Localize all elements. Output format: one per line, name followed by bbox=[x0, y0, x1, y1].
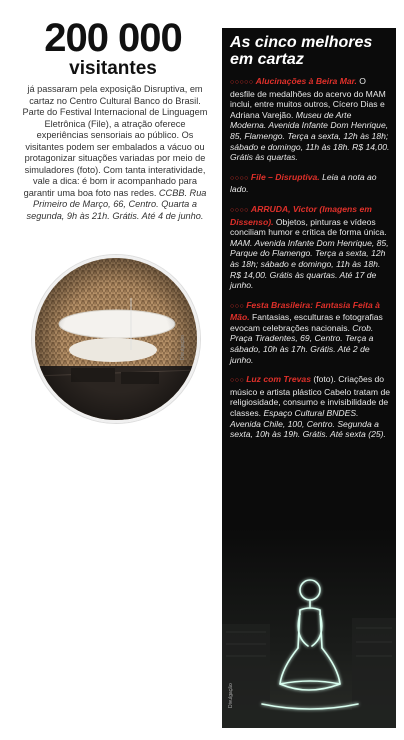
listing-title: Alucinações à Beira Mar. bbox=[255, 76, 357, 86]
column-title: As cinco melhores em cartaz bbox=[230, 34, 373, 68]
rating-circles: ○○○ bbox=[230, 302, 245, 310]
list-item bbox=[230, 76, 390, 163]
list-item bbox=[230, 204, 390, 291]
light-figure-image bbox=[222, 528, 396, 728]
left-article-body bbox=[20, 84, 210, 222]
anechoic-room-image bbox=[35, 258, 197, 420]
listing-description: Fantasias, esculturas e fotografias evocam celebrações nacionais. bbox=[230, 312, 383, 333]
listing-venue-info: Espaço Cultural BNDES. Avenida Chile, 100, Centro. Segunda a sexta, 10h às 19h. Grátis. Até sexta (25). bbox=[230, 408, 386, 440]
photo-credit: Divulgação bbox=[228, 683, 234, 708]
rating-circles: ○○○○○ bbox=[230, 79, 254, 86]
listing-list bbox=[230, 76, 390, 449]
listing-venue-info: Museu de Arte Moderna. Avenida Infante Dom Henrique, 85, Flamengo. Terça a sexta, 12h às 18h; sábado e domingo, 11h às 18h. R$ 14,00. Grátis às quartas. bbox=[230, 109, 390, 163]
listing-description: O desfile de medalhões do acervo do MAM inclui, entre muitos outros, Cícero Dias e Adriana Varejão. bbox=[230, 76, 386, 120]
list-item bbox=[230, 300, 390, 366]
listing-description: Objetos, pinturas e vídeos conciliam humor e crítica de forma única. bbox=[230, 216, 387, 238]
photo-credit: Divulgação bbox=[180, 335, 186, 360]
rating-circles: ○○○○ bbox=[230, 174, 249, 182]
listing-venue-info: Leia a nota ao lado. bbox=[230, 171, 377, 195]
rating-circles: ○○○○ bbox=[230, 206, 249, 214]
listing-title: Luz com Trevas bbox=[246, 374, 311, 385]
list-item bbox=[230, 374, 390, 440]
rating-circles: ○○○ bbox=[230, 377, 245, 385]
listing-title: Festa Brasileira: Fantasia Feita à Mão. bbox=[230, 299, 380, 323]
headline-number: 200 000 bbox=[44, 16, 182, 60]
left-article-text: já passaram pela exposição Disruptiva, em cartaz no Centro Cultural Banco do Brasil. Parte do Festival Internacional de Linguagem Eletrônica (File), a atração oferece experiências sensoriais ao público. Os visitantes podem ser embalados a vácuo ou protagonizar situações variadas por meio de simuladores (foto). Com tanta interatividade, vale a dica: é bom ir acompanhado para garantir uma boa foto nas redes. bbox=[22, 84, 208, 198]
listing-title: ARRUDA, Victor (Imagens em Dissenso). bbox=[230, 203, 372, 227]
listing-description: (foto). Criações do músico e artista plástico Cabelo tratam de religiosidade, consumo e invisibilidade de classes. bbox=[230, 374, 391, 419]
list-item bbox=[230, 172, 390, 195]
listing-title: File – Disruptiva. bbox=[250, 171, 320, 182]
listing-venue-info: MAM. Avenida Infante Dom Henrique, 85, Parque do Flamengo. Terça a sexta, 12h às 18h; sábado e domingo, 11h às 18h. R$ 14,00. Grátis às quartas. Até 17 de junho. bbox=[230, 237, 389, 291]
left-article-venue-info: CCBB. Rua Primeiro de Março, 66, Centro. Quarta a segunda, 9h às 21h. Grátis. Até 4 de junho. bbox=[26, 187, 207, 221]
exhibition-photo bbox=[32, 255, 200, 423]
top-five-column bbox=[222, 28, 396, 728]
listing-venue-info: Crob. Praça Tiradentes, 69, Centro. Terça a sábado, 10h às 17h. Grátis. Até 2 de junho. bbox=[230, 322, 374, 365]
headline-subtitle: visitantes bbox=[69, 58, 157, 79]
